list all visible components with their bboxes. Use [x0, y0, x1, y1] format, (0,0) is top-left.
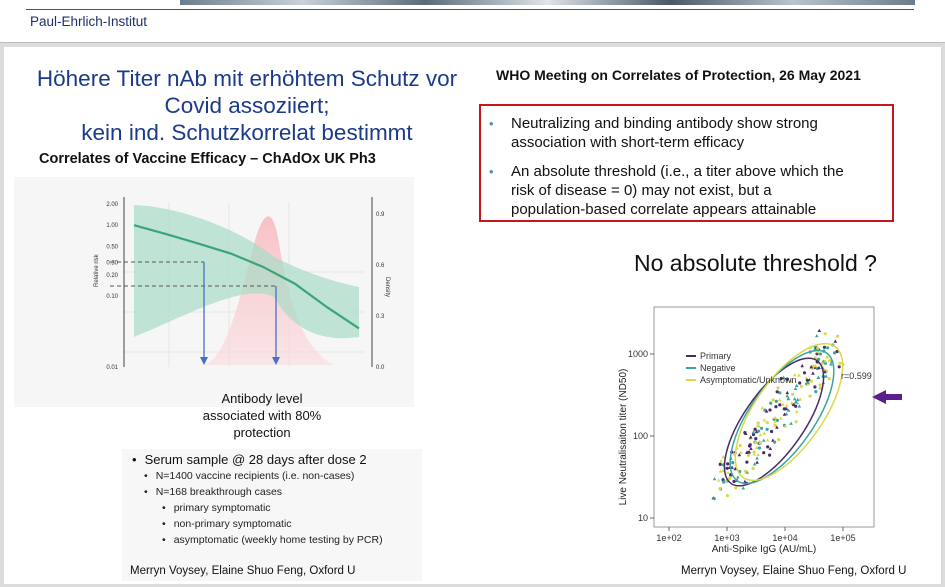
- serum-subsub: [162, 534, 383, 546]
- scatter-point: [803, 371, 806, 374]
- scatter-point: [809, 395, 812, 398]
- bullet-icon: •: [162, 534, 166, 546]
- antibody-caption: [202, 390, 322, 441]
- scatter-point: [838, 365, 841, 368]
- scatter-point: [768, 454, 771, 457]
- scatter-point: [768, 408, 771, 411]
- scatter-point: [819, 384, 822, 387]
- title-line: kein ind. Schutzkorrelat bestimmt: [81, 120, 413, 145]
- serum-sub-text: N=168 breakthrough cases: [155, 486, 283, 498]
- scatter-point: [833, 351, 836, 354]
- scatter-point: [798, 381, 801, 384]
- serum-sample-panel: [122, 449, 422, 581]
- header-divider: [26, 9, 914, 10]
- bullet-icon: •: [144, 470, 148, 482]
- scatter-point: [810, 380, 813, 383]
- bullet-icon: •: [162, 518, 166, 530]
- serum-subsub-text: primary symptomatic: [173, 502, 271, 514]
- legend-label: Primary: [700, 351, 731, 361]
- scatter-point: [806, 379, 809, 382]
- scatter-point: [754, 437, 757, 440]
- y-axis-label: Relative risk: [94, 254, 100, 287]
- scatter-point: [800, 385, 803, 388]
- who-bullet: [489, 114, 818, 152]
- scatter-point: [778, 403, 781, 406]
- serum-sub-text: N=1400 vaccine recipients (i.e. non-cases): [155, 470, 355, 482]
- who-bullet: [489, 162, 844, 219]
- caption-line: Antibody level: [221, 391, 303, 406]
- scatter-point: [719, 463, 722, 466]
- y2-tick-label: 0.9: [376, 212, 385, 218]
- x-tick-label: 1e+05: [830, 533, 856, 543]
- y-tick-label: 0.20: [106, 272, 118, 279]
- serum-main: [132, 452, 367, 467]
- y2-tick-label: 0.6: [376, 263, 385, 269]
- scatter-point: [823, 346, 826, 349]
- scatter-point: [734, 486, 737, 489]
- scatter-point: [754, 441, 757, 444]
- header-image-strip: [180, 0, 915, 5]
- bullet-line: association with short-term efficacy: [511, 134, 745, 151]
- bullet-icon: •: [132, 452, 137, 467]
- y-tick-label: 0.01: [106, 365, 118, 371]
- y-tick-label: 100: [632, 431, 648, 441]
- slide: [4, 47, 941, 584]
- x-tick-label: 1e+03: [714, 533, 740, 543]
- scatter-point: [726, 494, 729, 497]
- scatter-point: [772, 398, 775, 401]
- scatter-point: [828, 359, 831, 362]
- y-tick-label: 0.50: [106, 244, 118, 251]
- y-tick-label: 2.00: [106, 201, 118, 208]
- no-threshold-heading: No absolute threshold ?: [634, 250, 877, 276]
- who-findings-box: [479, 104, 894, 222]
- scatter-point: [828, 377, 831, 380]
- chart-subtitle: Correlates of Vaccine Efficacy – ChAdOx UK Ph3: [39, 151, 376, 167]
- legend-label: Asymptomatic/Unknown: [700, 375, 797, 385]
- scatter-point: [826, 356, 829, 359]
- scatter-point: [731, 461, 734, 464]
- scatter-point: [791, 393, 794, 396]
- y-tick-label: 0.30: [106, 260, 118, 267]
- correlation-label: r=0.599: [841, 371, 872, 381]
- title-line: Covid assoziiert;: [164, 93, 330, 118]
- y2-tick-label: 0.0: [376, 365, 385, 371]
- scatter-point: [766, 445, 769, 448]
- who-heading: WHO Meeting on Correlates of Protection, 26 May 2021: [496, 67, 861, 83]
- bullet-line: Neutralizing and binding antibody show strong: [511, 115, 818, 132]
- bullet-line: population-based correlate appears attainable: [511, 201, 817, 218]
- scatter-point: [759, 441, 762, 444]
- scatter-point: [747, 454, 750, 457]
- credit-left: Merryn Voysey, Elaine Shuo Feng, Oxford U: [130, 565, 356, 577]
- legend-label: Negative: [700, 363, 736, 373]
- x-ticks: [656, 527, 855, 543]
- scatter-point: [732, 480, 735, 483]
- y-tick-label: 1.00: [106, 223, 118, 230]
- scatter-point: [754, 428, 757, 431]
- scatter-point: [774, 405, 777, 408]
- scatter-point: [770, 430, 773, 433]
- serum-subsub-text: asymptomatic (weekly home testing by PCR): [173, 534, 383, 546]
- x-tick-label: 1e+02: [656, 533, 682, 543]
- scatter-point: [795, 420, 798, 423]
- relative-risk-chart: [14, 177, 414, 407]
- scatter-point: [758, 446, 761, 449]
- scatter-point: [773, 424, 776, 427]
- scatter-point: [745, 461, 748, 464]
- title-line: Höhere Titer nAb mit erhöhtem Schutz vor: [36, 66, 458, 91]
- scatter-point: [838, 362, 841, 365]
- scatter-point: [776, 386, 779, 389]
- y2-tick-label: 0.3: [376, 314, 385, 320]
- credit-right: Merryn Voysey, Elaine Shuo Feng, Oxford U: [681, 565, 907, 577]
- scatter-chart: [604, 297, 907, 577]
- serum-sub: [144, 470, 354, 482]
- x-axis-label: Anti-Spike IgG (AU/mL): [711, 544, 817, 555]
- scatter-point: [726, 462, 729, 465]
- scatter-point: [748, 444, 751, 447]
- scatter-point: [816, 347, 819, 350]
- y2-axis-label: Density: [384, 277, 390, 298]
- y-tick-label: 1000: [627, 349, 648, 359]
- bullet-icon: •: [144, 486, 148, 498]
- scatter-point: [739, 444, 742, 447]
- bullet-line: An absolute threshold (i.e., a titer above which the: [511, 163, 844, 180]
- serum-subsub-text: non-primary symptomatic: [173, 518, 292, 530]
- scatter-point: [824, 332, 827, 335]
- scatter-point: [757, 430, 760, 433]
- scatter-point: [766, 428, 769, 431]
- caption-line: protection: [233, 425, 291, 440]
- y-tick-label: 10: [637, 513, 648, 523]
- scatter-point: [718, 487, 721, 490]
- y-ticks: [628, 349, 654, 523]
- scatter-point: [744, 470, 747, 473]
- slide-title: [12, 65, 482, 146]
- y-tick-label: 0.10: [106, 294, 118, 301]
- scatter-point: [722, 480, 725, 483]
- scatter-point: [814, 390, 817, 393]
- scatter-point: [762, 451, 765, 454]
- caption-line: associated with 80%: [202, 408, 322, 423]
- serum-subsub: [162, 518, 292, 530]
- scatter-point: [713, 497, 716, 500]
- scatter-point: [752, 467, 755, 470]
- bullet-icon: •: [162, 502, 166, 514]
- organization-name: Paul-Ehrlich-Institut: [30, 14, 148, 29]
- plot-area: [654, 307, 874, 527]
- y-axis-label: Live Neutralisaiton titer (ND50): [618, 368, 629, 506]
- scatter-point: [776, 419, 779, 422]
- bullet-icon: •: [489, 116, 494, 131]
- scatter-point: [773, 441, 776, 444]
- scatter-point: [769, 402, 772, 405]
- scatter-point: [766, 421, 769, 424]
- bullet-icon: •: [489, 164, 494, 179]
- highlight-arrow-icon: [872, 390, 902, 404]
- scatter-point: [836, 335, 839, 338]
- scatter-point: [757, 421, 760, 424]
- scatter-point: [826, 346, 829, 349]
- x-tick-label: 1e+04: [772, 533, 798, 543]
- bullet-line: risk of disease = 0) may not exist, but a: [511, 182, 772, 199]
- serum-sub: [144, 486, 282, 498]
- serum-main-text: Serum sample @ 28 days after dose 2: [144, 452, 367, 467]
- scatter-point: [776, 390, 779, 393]
- scatter-point: [777, 438, 780, 441]
- serum-subsub: [162, 502, 271, 514]
- scatter-point: [813, 385, 816, 388]
- scatter-point: [794, 405, 797, 408]
- header-bar: [0, 0, 945, 43]
- scatter-point: [775, 400, 778, 403]
